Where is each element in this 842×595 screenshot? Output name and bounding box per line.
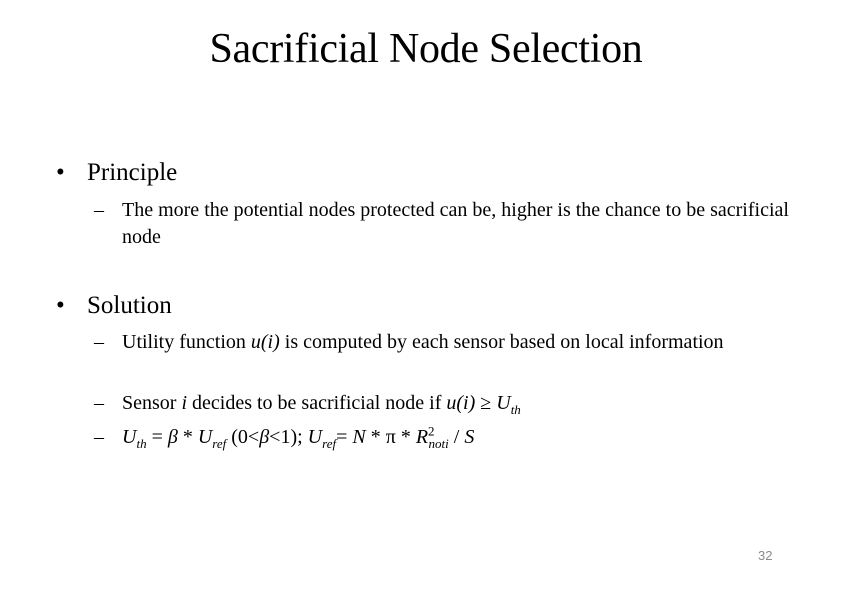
dash-icon: – bbox=[94, 331, 104, 353]
formula-text: (0< bbox=[226, 426, 260, 448]
dash-icon: – bbox=[94, 426, 104, 448]
formula-text: = bbox=[146, 426, 168, 448]
dash-icon: – bbox=[94, 199, 104, 221]
formula-subscript: ref bbox=[322, 436, 337, 451]
formula-text: * bbox=[177, 426, 198, 448]
slide-title: Sacrificial Node Selection bbox=[209, 26, 643, 72]
variable-i: i bbox=[181, 392, 188, 414]
formula-symbol: U bbox=[197, 426, 213, 448]
utility-function: u(i) bbox=[446, 392, 476, 414]
operator: ≥ bbox=[475, 392, 497, 414]
formula-text: <1); bbox=[269, 426, 308, 448]
formula-symbol: β bbox=[167, 426, 178, 448]
formula-subscript: noti bbox=[428, 436, 449, 451]
principle-point-1 bbox=[94, 197, 794, 251]
formula-subscript: ref bbox=[212, 436, 227, 451]
solution-point-3 bbox=[94, 424, 794, 451]
formula-text: * π * bbox=[365, 426, 416, 448]
solution-heading: Solution bbox=[87, 292, 172, 319]
formula-symbol: R bbox=[415, 426, 429, 448]
formula-text: / bbox=[448, 426, 465, 448]
utility-function: u(i) bbox=[250, 331, 280, 353]
bullet-icon: • bbox=[56, 159, 65, 186]
formula-symbol: N bbox=[352, 426, 366, 448]
principle-point-1-text: The more the potential nodes protected can be, higher is the chance to be sacrificial node bbox=[122, 199, 789, 248]
formula-symbol: S bbox=[464, 426, 475, 448]
solution-point-1-text bbox=[122, 329, 794, 356]
formula-symbol: β bbox=[259, 426, 270, 448]
formula-subscript: th bbox=[136, 436, 147, 451]
bullet-icon: • bbox=[56, 292, 65, 319]
solution-point-2 bbox=[94, 390, 794, 417]
text-run: is computed by each sensor based on local information bbox=[279, 331, 724, 353]
threshold-subscript: th bbox=[510, 402, 521, 417]
formula-superscript: 2 bbox=[428, 423, 435, 439]
formula-text: = bbox=[336, 426, 353, 448]
page-number: 32 bbox=[758, 548, 773, 563]
text-run: decides to be sacrificial node if bbox=[187, 392, 447, 414]
text-run: Sensor bbox=[122, 392, 182, 414]
text-run: Utility function bbox=[122, 331, 251, 353]
formula-symbol: U bbox=[122, 426, 137, 448]
principle-heading: Principle bbox=[87, 159, 178, 186]
dash-icon: – bbox=[94, 392, 104, 414]
formula-symbol: U bbox=[307, 426, 323, 448]
formula-line bbox=[122, 424, 794, 451]
solution-point-1 bbox=[94, 329, 794, 356]
threshold-symbol: U bbox=[496, 392, 511, 414]
solution-point-2-text bbox=[122, 390, 794, 417]
